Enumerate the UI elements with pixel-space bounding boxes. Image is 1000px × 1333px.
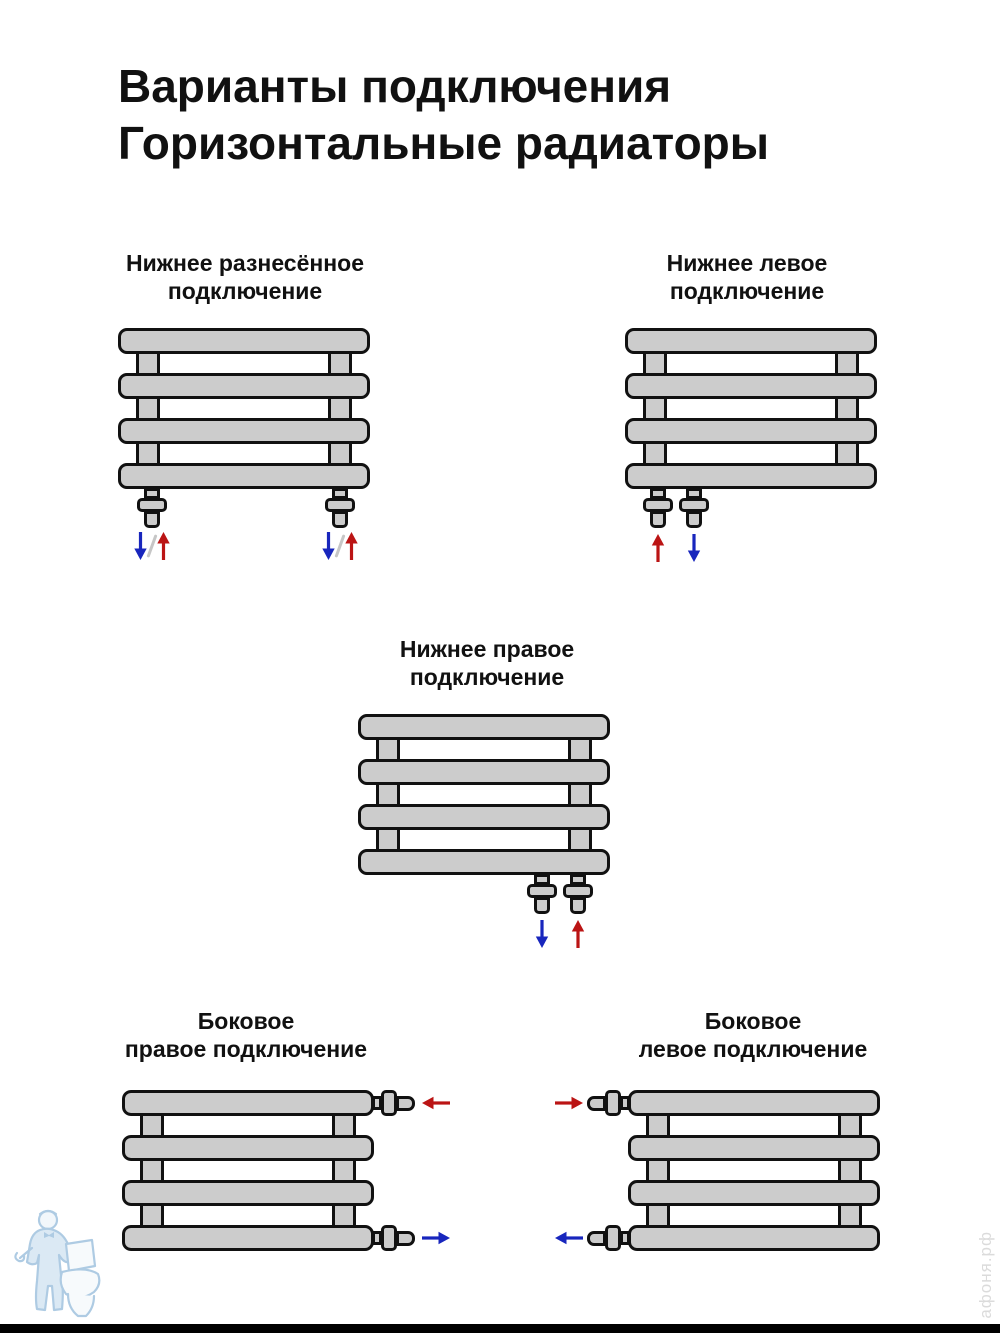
radiator-graphic — [118, 328, 370, 489]
radiator-post — [136, 338, 160, 479]
diagram-label-line-2: правое подключение — [124, 1036, 368, 1062]
radiator-post — [140, 1100, 164, 1241]
radiator-bar — [625, 328, 877, 354]
radiator-bar — [628, 1135, 880, 1161]
radiator-bar — [122, 1090, 374, 1116]
diagram-label — [80, 249, 410, 305]
valve-fitting — [679, 488, 709, 528]
radiator-bar — [122, 1180, 374, 1206]
valve-fitting — [563, 874, 593, 914]
return-down-arrow-icon — [687, 534, 701, 562]
return-down-arrow-icon — [322, 532, 336, 560]
radiator-bar — [118, 328, 370, 354]
radiator-bar — [625, 418, 877, 444]
diagram-bottom-spread-connection — [80, 249, 410, 589]
valve-nut — [137, 498, 167, 512]
radiator-bar — [122, 1225, 374, 1251]
bottom-edge-bar — [0, 1324, 1000, 1333]
radiator-bar — [118, 463, 370, 489]
diagram-label — [582, 249, 912, 305]
valve-pipe — [534, 897, 550, 914]
diagram-label-line-2: левое подключение — [638, 1036, 868, 1062]
diagram-label-line-1: Нижнее левое — [666, 250, 828, 276]
radiator-graphic — [625, 328, 877, 489]
diagram-label — [322, 635, 652, 691]
valve-fitting — [587, 1225, 630, 1251]
return-right-arrow-icon — [422, 1231, 450, 1245]
valve-pipe — [587, 1096, 606, 1111]
valve-nut — [605, 1090, 621, 1116]
supply-up-arrow-icon — [157, 532, 171, 560]
return-down-arrow-icon — [535, 920, 549, 948]
valve-nut — [679, 498, 709, 512]
return-down-arrow-icon — [134, 532, 148, 560]
radiator-bar — [118, 418, 370, 444]
page-title — [118, 58, 769, 172]
diagram-label-line-1: Боковое — [704, 1008, 802, 1034]
radiator-post — [328, 338, 352, 479]
title-line-1: Варианты подключения — [118, 60, 672, 112]
radiator-bar — [628, 1090, 880, 1116]
flow-arrows-left-valve — [134, 532, 171, 560]
diagram-label-line-1: Нижнее разнесённое — [125, 250, 365, 276]
diagram-label-line-2: подключение — [669, 278, 825, 304]
diagram-label-line-1: Нижнее правое — [399, 636, 575, 662]
valve-pipe — [686, 511, 702, 528]
valve-pipe — [332, 511, 348, 528]
valve-pipe — [396, 1096, 415, 1111]
valve-fitting — [137, 488, 167, 528]
diagram-bottom-right-connection — [322, 635, 652, 975]
valve-fitting — [325, 488, 355, 528]
radiator-post — [332, 1100, 356, 1241]
valve-nut — [605, 1225, 621, 1251]
radiator-post — [838, 1100, 862, 1241]
diagram-label-line-2: подключение — [167, 278, 323, 304]
supply-up-arrow-icon — [345, 532, 359, 560]
radiator-post — [646, 1100, 670, 1241]
radiator-bar — [625, 463, 877, 489]
diagram-label — [80, 1007, 412, 1063]
diagram-label-line-1: Боковое — [197, 1008, 295, 1034]
valve-pipe — [570, 897, 586, 914]
title-line-2: Горизонтальные радиаторы — [118, 117, 770, 169]
plumber-with-toilet-icon — [10, 1206, 110, 1328]
valve-nut — [527, 884, 557, 898]
valve-fitting — [527, 874, 557, 914]
valve-fitting — [587, 1090, 630, 1116]
valve-pipe — [396, 1231, 415, 1246]
valve-pipe — [144, 511, 160, 528]
radiator-bar — [628, 1180, 880, 1206]
supply-up-arrow-icon — [651, 534, 665, 562]
valve-fitting — [643, 488, 673, 528]
supply-up-arrow-icon — [571, 920, 585, 948]
valve-nut — [643, 498, 673, 512]
radiator-graphic — [628, 1090, 880, 1251]
diagram-bottom-left-connection — [582, 249, 912, 589]
plumber-logo-watermark — [10, 1206, 110, 1333]
flow-arrows-right-valve — [322, 532, 359, 560]
radiator-graphic — [122, 1090, 374, 1251]
valve-fitting — [372, 1090, 415, 1116]
diagram-label-line-2: подключение — [409, 664, 565, 690]
radiator-bar — [628, 1225, 880, 1251]
diagram-side-right-connection — [80, 1007, 412, 1297]
diagram-label — [588, 1007, 918, 1063]
valve-fitting — [372, 1225, 415, 1251]
radiator-bar — [122, 1135, 374, 1161]
valve-nut — [563, 884, 593, 898]
radiator-post — [376, 724, 400, 865]
valve-nut — [381, 1225, 397, 1251]
valve-nut — [381, 1090, 397, 1116]
radiator-post — [643, 338, 667, 479]
supply-left-arrow-icon — [422, 1096, 450, 1110]
radiator-bar — [358, 804, 610, 830]
valve-pipe — [587, 1231, 606, 1246]
return-left-arrow-icon — [555, 1231, 583, 1245]
radiator-bar — [118, 373, 370, 399]
brand-watermark: афоня.рф — [976, 1231, 995, 1319]
diagram-side-left-connection — [588, 1007, 918, 1297]
radiator-bar — [358, 714, 610, 740]
valve-nut — [325, 498, 355, 512]
radiator-post — [568, 724, 592, 865]
radiator-bar — [358, 849, 610, 875]
radiator-bar — [358, 759, 610, 785]
radiator-graphic — [358, 714, 610, 875]
valve-pipe — [650, 511, 666, 528]
supply-right-arrow-icon — [555, 1096, 583, 1110]
radiator-bar — [625, 373, 877, 399]
radiator-post — [835, 338, 859, 479]
